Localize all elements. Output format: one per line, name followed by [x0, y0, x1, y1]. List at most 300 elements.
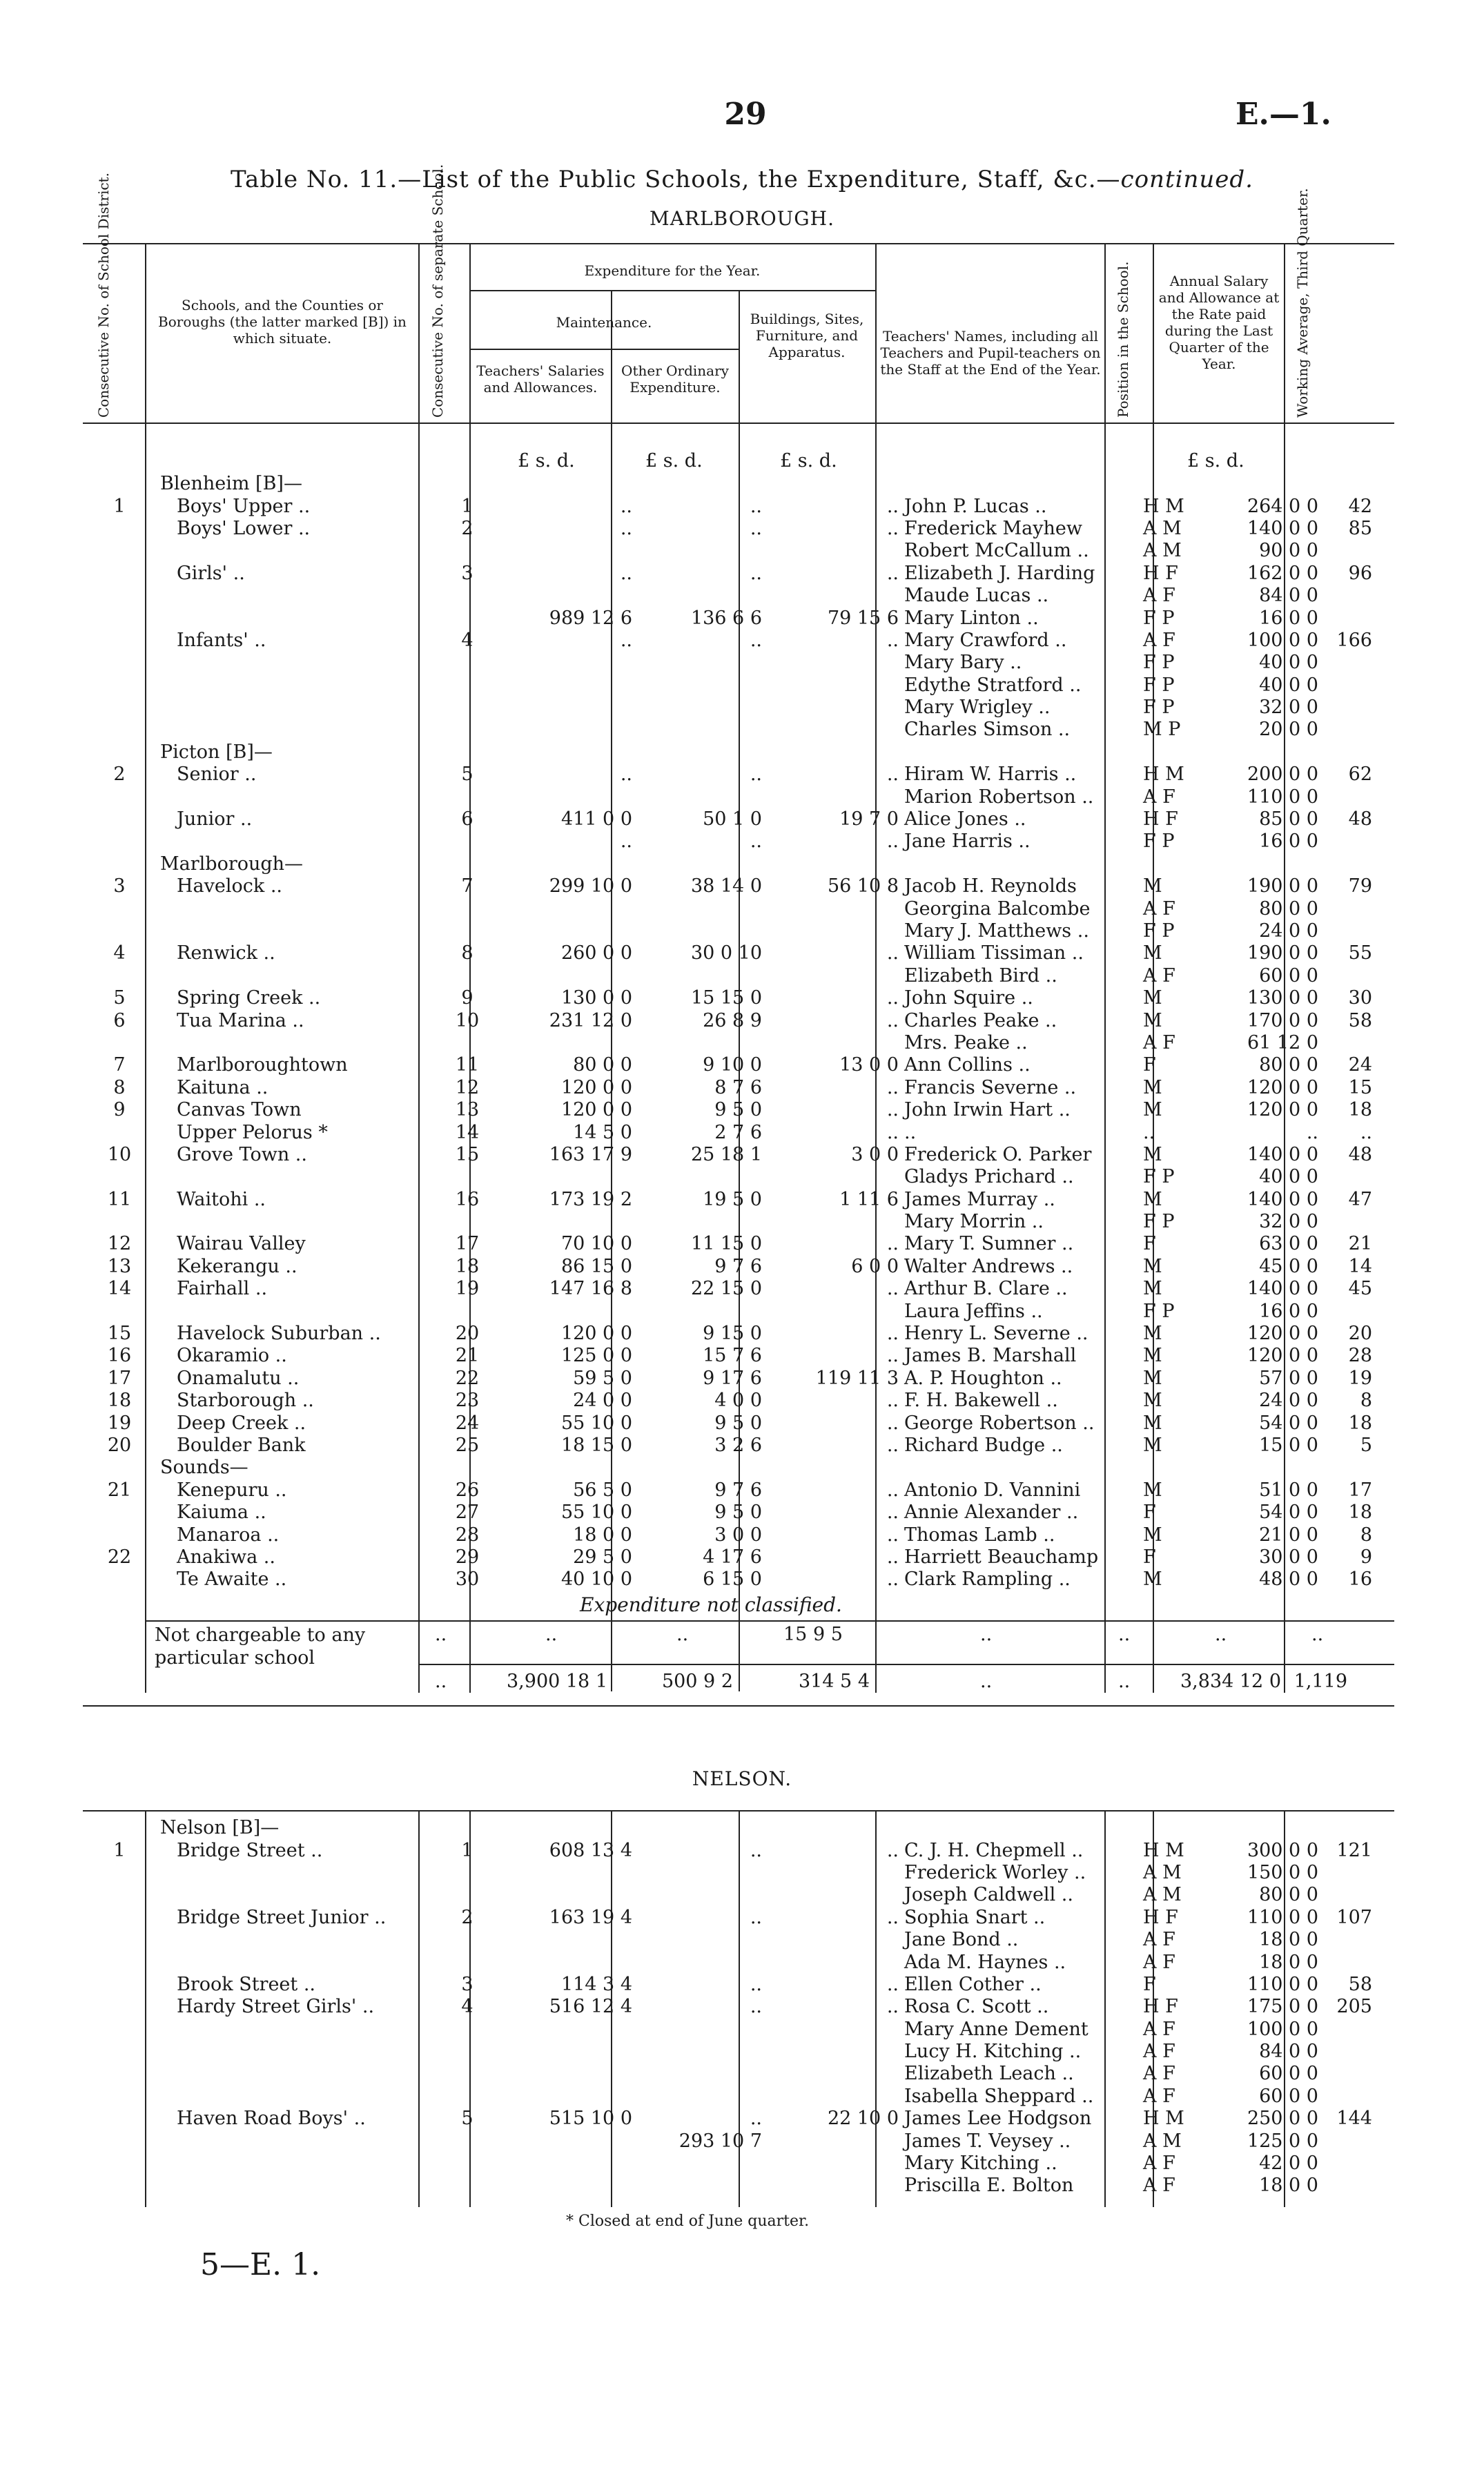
- working-average: [1321, 473, 1375, 495]
- position: A F: [1143, 2175, 1175, 2197]
- position: A F: [1143, 1929, 1175, 1951]
- school-no: [442, 1929, 493, 1951]
- teacher-name: Sophia Snart ..: [904, 1906, 1046, 1928]
- col-header-position: Position in the School.: [1115, 261, 1131, 418]
- table-row: [90, 630, 1375, 652]
- position: A F: [1143, 1951, 1175, 1973]
- table-row: [90, 764, 1375, 786]
- buildings: [765, 2019, 901, 2041]
- teacher-name: [901, 1817, 1140, 1839]
- buildings: ..: [886, 1278, 899, 1300]
- buildings: ..: [886, 1009, 899, 1031]
- working-average: 9: [1360, 1546, 1372, 1568]
- table-row: [90, 1884, 1375, 1906]
- working-average: 55: [1348, 942, 1372, 964]
- other-expenditure: 22 15 0: [690, 1278, 762, 1300]
- school-no: 6: [461, 808, 473, 831]
- district-no: 1: [113, 495, 126, 517]
- buildings: ..: [886, 1996, 899, 2018]
- buildings: [765, 1032, 901, 1054]
- teacher-name: Mary Bary ..: [904, 652, 1022, 674]
- working-average: [1321, 897, 1375, 920]
- district-no: 20: [107, 1434, 132, 1456]
- buildings: [765, 920, 901, 942]
- other-expenditure: [635, 1032, 765, 1054]
- position: M: [1143, 1390, 1162, 1412]
- school-no: 4: [461, 1996, 473, 2018]
- position: H F: [1143, 1996, 1178, 2018]
- salaries: 163 19 4: [549, 1906, 632, 1928]
- table-row: [90, 1435, 1375, 1457]
- position: M: [1143, 1099, 1162, 1121]
- annual-salary: 18 0 0: [1259, 2175, 1318, 2197]
- annual-salary: 51 0 0: [1259, 1479, 1318, 1501]
- working-average: [1321, 920, 1375, 942]
- salaries: [493, 697, 635, 719]
- working-average: [1321, 719, 1375, 741]
- annual-salary: 162 0 0: [1247, 562, 1318, 584]
- teacher-name: Mary Wrigley ..: [904, 697, 1051, 719]
- buildings: [765, 786, 901, 808]
- working-average: 17: [1348, 1479, 1372, 1501]
- school-name: [149, 897, 442, 920]
- annual-salary: 60 0 0: [1259, 964, 1318, 987]
- page-footer: 5—E. 1.: [200, 2247, 321, 2282]
- table-row: [90, 1502, 1375, 1524]
- school-no: 13: [455, 1099, 480, 1121]
- page-number: 29: [724, 97, 767, 132]
- district-no: [90, 1300, 149, 1322]
- other-expenditure: [635, 1211, 765, 1233]
- total-ann: 3,834 12 0: [1180, 1671, 1281, 1692]
- school-name: Junior ..: [177, 808, 253, 831]
- teacher-name: Clark Rampling ..: [904, 1569, 1071, 1591]
- salaries: ..: [620, 495, 632, 517]
- school-no: 15: [455, 1143, 480, 1165]
- other-expenditure: [635, 719, 765, 741]
- table-row: [90, 987, 1375, 1009]
- other-expenditure: [635, 2175, 765, 2197]
- annual-salary: [1194, 853, 1321, 875]
- annual-salary: 61 12 0: [1247, 1031, 1318, 1053]
- working-average: 15: [1348, 1076, 1372, 1098]
- annual-salary: 80 0 0: [1259, 897, 1318, 920]
- school-no: [442, 585, 493, 607]
- table-row: [90, 697, 1375, 719]
- school-name: [149, 697, 442, 719]
- school-no: [442, 1032, 493, 1054]
- school-no: [442, 1211, 493, 1233]
- school-no: 29: [455, 1546, 480, 1568]
- position: A M: [1143, 1884, 1182, 1906]
- school-name: Renwick ..: [177, 942, 275, 964]
- other-expenditure: [635, 2086, 765, 2108]
- annual-salary: 42 0 0: [1259, 2153, 1318, 2175]
- school-no: [442, 607, 493, 629]
- district-no: [90, 786, 149, 808]
- other-expenditure: [635, 2153, 765, 2175]
- table-row: [90, 1144, 1375, 1166]
- other-expenditure: ..: [750, 495, 762, 517]
- teacher-name: James Murray ..: [904, 1188, 1055, 1210]
- exp-subrule: [469, 290, 875, 291]
- teacher-name: Arthur B. Clare ..: [904, 1278, 1068, 1300]
- working-average: 14: [1348, 1255, 1372, 1277]
- annual-salary: 190 0 0: [1247, 942, 1318, 964]
- salaries: [493, 540, 635, 562]
- teacher-name: John P. Lucas ..: [904, 495, 1047, 517]
- other-expenditure: [635, 786, 765, 808]
- total-avg: 1,119: [1293, 1671, 1347, 1692]
- working-average: [1321, 1929, 1375, 1951]
- district-no: [90, 1032, 149, 1054]
- other-expenditure: [635, 1457, 765, 1479]
- other-expenditure: [635, 965, 765, 987]
- district-no: [90, 808, 149, 831]
- table-row: [90, 875, 1375, 897]
- annual-salary: 60 0 0: [1259, 2085, 1318, 2107]
- buildings: ..: [886, 1390, 899, 1412]
- district-no: [90, 2086, 149, 2108]
- school-no: [442, 920, 493, 942]
- school-no: [442, 697, 493, 719]
- other-expenditure: ..: [750, 764, 762, 786]
- other-expenditure: 3 2 6: [714, 1434, 762, 1456]
- school-no: 4: [461, 629, 473, 651]
- annual-salary: 190 0 0: [1247, 875, 1318, 897]
- position: M: [1143, 1255, 1162, 1277]
- unclassified-avg: ..: [1311, 1624, 1324, 1645]
- annual-salary: 16 0 0: [1259, 607, 1318, 629]
- position: F: [1143, 1054, 1156, 1076]
- buildings: ..: [886, 764, 899, 786]
- annual-salary: 85 0 0: [1259, 808, 1318, 831]
- position: [1140, 853, 1194, 875]
- district-no: 12: [107, 1233, 132, 1255]
- annual-salary: 15 0 0: [1259, 1434, 1318, 1456]
- region-marlborough: MARLBOROUGH.: [650, 207, 834, 230]
- district-no: [90, 965, 149, 987]
- salaries: 411 0 0: [560, 808, 632, 831]
- position: F P: [1143, 920, 1175, 942]
- table-row: [90, 1929, 1375, 1951]
- school-name: Havelock Suburban ..: [177, 1323, 381, 1345]
- other-expenditure: 30 0 10: [690, 942, 762, 964]
- teacher-name: Charles Peake ..: [904, 1009, 1057, 1031]
- school-no: [442, 2019, 493, 2041]
- position: [1140, 741, 1194, 764]
- table-row: [90, 920, 1375, 942]
- school-no: [442, 897, 493, 920]
- buildings: [765, 2063, 901, 2085]
- school-no: [442, 2086, 493, 2108]
- school-name: Wairau Valley: [177, 1233, 306, 1255]
- other-expenditure: 26 8 9: [703, 1009, 762, 1031]
- teacher-name: C. J. H. Chepmell ..: [904, 1839, 1084, 1861]
- school-no: 30: [455, 1569, 480, 1591]
- working-average: [1321, 1300, 1375, 1322]
- table-row: [90, 674, 1375, 697]
- teacher-name: Jane Harris ..: [904, 831, 1031, 853]
- teacher-name: Rosa C. Scott ..: [904, 1996, 1049, 2018]
- school-name: Hardy Street Girls' ..: [177, 1996, 375, 2018]
- unclassified-sep: ..: [435, 1624, 447, 1645]
- buildings: ..: [886, 1479, 899, 1501]
- annual-salary: 100 0 0: [1247, 2018, 1318, 2040]
- other-expenditure: [635, 1166, 765, 1188]
- annual-salary: 45 0 0: [1259, 1255, 1318, 1277]
- buildings: [765, 1300, 901, 1322]
- other-expenditure: ..: [750, 1906, 762, 1928]
- teacher-name: Mary Linton ..: [904, 607, 1039, 629]
- teacher-name: Ann Collins ..: [904, 1054, 1031, 1076]
- totals-rule: [418, 1664, 1394, 1665]
- other-expenditure: 38 14 0: [690, 875, 762, 897]
- table-row: [90, 1569, 1375, 1591]
- position: M: [1143, 1076, 1162, 1098]
- working-average: [1321, 607, 1375, 629]
- working-average: 62: [1348, 764, 1372, 786]
- salaries: 130 0 0: [560, 987, 632, 1009]
- school-no: 28: [455, 1524, 480, 1546]
- position: A F: [1143, 1031, 1175, 1053]
- teacher-name: Jacob H. Reynolds: [904, 875, 1077, 897]
- other-expenditure: [635, 897, 765, 920]
- teacher-name: Lucy H. Kitching ..: [904, 2041, 1082, 2063]
- other-expenditure: [635, 1929, 765, 1951]
- other-expenditure: ..: [750, 1839, 762, 1861]
- other-expenditure: 4 0 0: [714, 1390, 762, 1412]
- buildings: ..: [886, 629, 899, 651]
- school-no: 3: [461, 562, 473, 584]
- table-row: [90, 2086, 1375, 2108]
- salaries: 260 0 0: [560, 942, 632, 964]
- other-expenditure: [635, 585, 765, 607]
- school-name: Blenheim [B]—: [160, 473, 302, 495]
- annual-salary: 125 0 0: [1247, 2130, 1318, 2152]
- teacher-name: Francis Severne ..: [904, 1076, 1077, 1098]
- school-no: 5: [461, 2108, 473, 2130]
- annual-salary: 48 0 0: [1259, 1569, 1318, 1591]
- buildings: [765, 473, 901, 495]
- working-average: [1321, 585, 1375, 607]
- annual-salary: [1194, 1457, 1321, 1479]
- school-no: [442, 719, 493, 741]
- district-no: [90, 1929, 149, 1951]
- working-average: 166: [1336, 629, 1372, 651]
- teacher-name: Laura Jeffins ..: [904, 1300, 1043, 1322]
- school-no: 9: [461, 987, 473, 1009]
- position: A F: [1143, 2153, 1175, 2175]
- working-average: 19: [1348, 1367, 1372, 1389]
- salaries: [493, 1951, 635, 1973]
- school-name: [149, 585, 442, 607]
- teacher-name: Joseph Caldwell ..: [904, 1884, 1073, 1906]
- district-no: [90, 1817, 149, 1839]
- table-row: [90, 1839, 1375, 1861]
- salaries: 114 3 4: [560, 1973, 632, 1995]
- school-no: [442, 831, 493, 853]
- annual-salary: 264 0 0: [1247, 495, 1318, 517]
- school-no: [442, 1300, 493, 1322]
- annual-salary: 18 0 0: [1259, 1929, 1318, 1951]
- buildings: ..: [886, 1099, 899, 1121]
- position: A F: [1143, 629, 1175, 651]
- district-no: [90, 652, 149, 674]
- school-no: [442, 540, 493, 562]
- other-expenditure: [635, 2041, 765, 2063]
- working-average: 58: [1348, 1009, 1372, 1031]
- school-no: 27: [455, 1502, 480, 1524]
- position: A F: [1143, 897, 1175, 920]
- school-no: 8: [461, 942, 473, 964]
- working-average: [1321, 1884, 1375, 1906]
- school-name: [149, 652, 442, 674]
- district-no: [90, 897, 149, 920]
- unclassified-teachers: ..: [980, 1624, 993, 1645]
- annual-salary: 57 0 0: [1259, 1367, 1318, 1389]
- other-expenditure: [635, 920, 765, 942]
- buildings: [765, 741, 901, 764]
- working-average: [1321, 2041, 1375, 2063]
- salaries: [493, 1211, 635, 1233]
- teacher-name: Edythe Stratford ..: [904, 674, 1082, 696]
- district-no: [90, 1907, 149, 1929]
- buildings: [765, 2153, 901, 2175]
- teacher-name: William Tissiman ..: [904, 942, 1084, 964]
- other-expenditure: 2 7 6: [714, 1121, 762, 1143]
- salaries: 147 16 8: [549, 1278, 632, 1300]
- salaries: 608 13 4: [549, 1839, 632, 1861]
- annual-salary: 21 0 0: [1259, 1524, 1318, 1546]
- school-no: [442, 786, 493, 808]
- school-name: Haven Road Boys' ..: [177, 2108, 366, 2130]
- annual-salary: 40 0 0: [1259, 674, 1318, 696]
- annual-salary: 140 0 0: [1247, 517, 1318, 539]
- school-no: 20: [455, 1323, 480, 1345]
- other-expenditure: [635, 741, 765, 764]
- school-name: [149, 2130, 442, 2152]
- school-name: Onamalutu ..: [177, 1367, 300, 1389]
- annual-salary: 120 0 0: [1247, 1099, 1318, 1121]
- annual-salary: 54 0 0: [1259, 1502, 1318, 1524]
- other-expenditure: [635, 1300, 765, 1322]
- annual-salary: 110 0 0: [1247, 1973, 1318, 1995]
- total-sal: 3,900 18 1: [507, 1671, 607, 1692]
- district-no: 11: [107, 1188, 132, 1210]
- school-name: Boulder Bank: [177, 1434, 306, 1456]
- district-no: [90, 1211, 149, 1233]
- position: M: [1143, 987, 1162, 1009]
- other-expenditure: [635, 1951, 765, 1973]
- other-expenditure: 9 5 0: [714, 1099, 762, 1121]
- teacher-name: F. H. Bakewell ..: [904, 1390, 1058, 1412]
- buildings: [765, 897, 901, 920]
- school-no: 2: [461, 1906, 473, 1928]
- other-expenditure: ..: [750, 1973, 762, 1995]
- annual-salary: 32 0 0: [1259, 697, 1318, 719]
- district-no: 18: [107, 1390, 132, 1412]
- teacher-name: Harriett Beauchamp: [904, 1546, 1099, 1568]
- school-name: [149, 2019, 442, 2041]
- working-average: 96: [1348, 562, 1372, 584]
- school-name: Canvas Town: [177, 1099, 302, 1121]
- salaries: [493, 652, 635, 674]
- working-average: 18: [1348, 1502, 1372, 1524]
- buildings: [765, 540, 901, 562]
- district-no: [90, 2019, 149, 2041]
- marlborough-table: [90, 473, 1375, 1591]
- salaries: 59 5 0: [573, 1367, 632, 1389]
- position: H F: [1143, 808, 1178, 831]
- buildings: ..: [886, 987, 899, 1009]
- other-expenditure: 25 18 1: [690, 1143, 762, 1165]
- teacher-name: Mary Morrin ..: [904, 1211, 1044, 1233]
- district-no: [90, 630, 149, 652]
- school-name: [149, 2063, 442, 2085]
- position: M: [1143, 1479, 1162, 1501]
- table-row: [90, 607, 1375, 629]
- school-no: 16: [455, 1188, 480, 1210]
- table-row: [90, 540, 1375, 562]
- working-average: 144: [1336, 2108, 1372, 2130]
- district-no: [90, 853, 149, 875]
- position: F: [1143, 1233, 1156, 1255]
- district-no: [90, 1951, 149, 1973]
- teacher-name: Elizabeth J. Harding: [904, 562, 1095, 584]
- working-average: [1321, 674, 1375, 697]
- other-expenditure: 9 10 0: [703, 1054, 762, 1076]
- annual-salary: 175 0 0: [1247, 1996, 1318, 2018]
- annual-salary: 63 0 0: [1259, 1233, 1318, 1255]
- school-name: [149, 786, 442, 808]
- working-average: 42: [1348, 495, 1372, 517]
- teacher-name: Ellen Cother ..: [904, 1973, 1042, 1995]
- buildings: [765, 965, 901, 987]
- district-no: 4: [113, 942, 126, 964]
- district-no: 3: [113, 875, 126, 897]
- district-no: 21: [107, 1479, 132, 1501]
- school-no: 17: [455, 1233, 480, 1255]
- buildings: ..: [886, 1434, 899, 1456]
- col-header-teachers: Teachers' Names, including all Teachers and Pupil-teachers on the Staff at the End of the Year.: [880, 328, 1101, 378]
- working-average: 8: [1360, 1390, 1372, 1412]
- buildings: [765, 719, 901, 741]
- table-row: [90, 1907, 1375, 1929]
- school-name: Anakiwa ..: [177, 1546, 275, 1568]
- working-average: [1321, 853, 1375, 875]
- working-average: 45: [1348, 1278, 1372, 1300]
- col-header-annual: Annual Salary and Allowance at the Rate paid during the Last Quarter of the Year.: [1158, 273, 1280, 372]
- school-name: Marlborough—: [160, 853, 304, 875]
- total-pos: ..: [1118, 1671, 1131, 1692]
- teacher-name: ..: [904, 1121, 917, 1143]
- annual-salary: 24 0 0: [1259, 920, 1318, 942]
- school-name: [149, 2175, 442, 2197]
- table-row: [90, 1256, 1375, 1278]
- annual-salary: 30 0 0: [1259, 1546, 1318, 1568]
- annual-salary: 16 0 0: [1259, 1300, 1318, 1322]
- table-row: [90, 1457, 1375, 1479]
- col-header-sep: Consecutive No. of separate School.: [429, 164, 446, 418]
- buildings: [765, 1929, 901, 1951]
- other-expenditure: 11 15 0: [690, 1233, 762, 1255]
- school-name: [149, 831, 442, 853]
- district-no: [90, 697, 149, 719]
- district-no: [90, 585, 149, 607]
- district-no: [90, 2108, 149, 2130]
- salaries: [493, 1166, 635, 1188]
